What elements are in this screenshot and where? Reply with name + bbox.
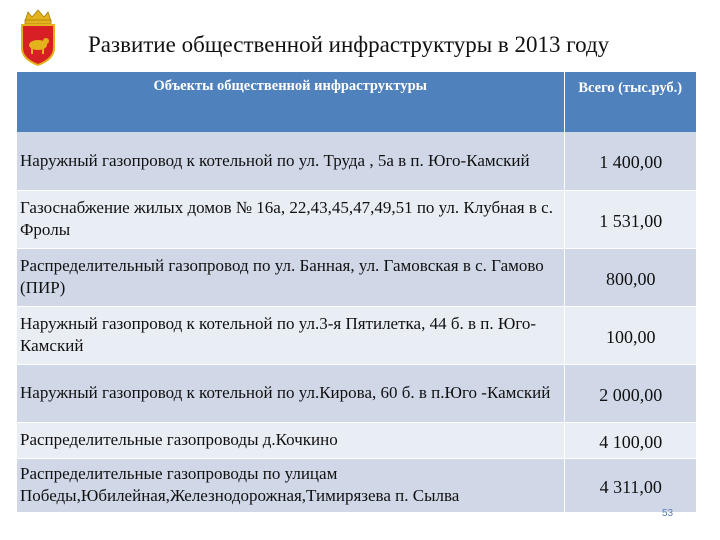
total-cell: 100,00 (564, 306, 696, 364)
column-header-objects: Объекты общественной инфраструктуры (17, 72, 564, 132)
object-cell: Наружный газопровод к котельной по ул.Кирова, 60 б. в п.Юго -Камский (17, 364, 564, 422)
total-cell: 800,00 (564, 248, 696, 306)
slide-title: Развитие общественной инфраструктуры в 2013 году (88, 32, 610, 57)
total-cell: 4 100,00 (564, 422, 696, 458)
table-row (17, 190, 696, 248)
table-header-row (17, 72, 696, 132)
object-cell: Распределительные газопроводы по улицам Победы,Юбилейная,Железнодорожная,Тимирязева п. Сылва (17, 458, 564, 512)
total-cell: 4 311,00 (564, 458, 696, 512)
table-row (17, 132, 696, 190)
table-row (17, 248, 696, 306)
object-cell: Распределительные газопроводы д.Кочкино (17, 422, 564, 458)
total-cell: 1 400,00 (564, 132, 696, 190)
table-row (17, 306, 696, 364)
column-header-total: Всего (тыс.руб.) (564, 72, 696, 132)
object-cell: Наружный газопровод к котельной по ул.3-я Пятилетка, 44 б. в п. Юго-Камский (17, 306, 564, 364)
object-cell: Газоснабжение жилых домов № 16а, 22,43,45,47,49,51 по ул. Клубная в с. Фролы (17, 190, 564, 248)
coat-of-arms-icon (16, 8, 60, 66)
page-number: 53 (662, 508, 674, 519)
infrastructure-table (17, 72, 696, 513)
table-row (17, 364, 696, 422)
total-cell: 1 531,00 (564, 190, 696, 248)
total-cell: 2 000,00 (564, 364, 696, 422)
table-row (17, 422, 696, 458)
object-cell: Наружный газопровод к котельной по ул. Труда , 5а в п. Юго-Камский (17, 132, 564, 190)
object-cell: Распределительный газопровод по ул. Банная, ул. Гамовская в с. Гамово (ПИР) (17, 248, 564, 306)
table-row (17, 458, 696, 512)
